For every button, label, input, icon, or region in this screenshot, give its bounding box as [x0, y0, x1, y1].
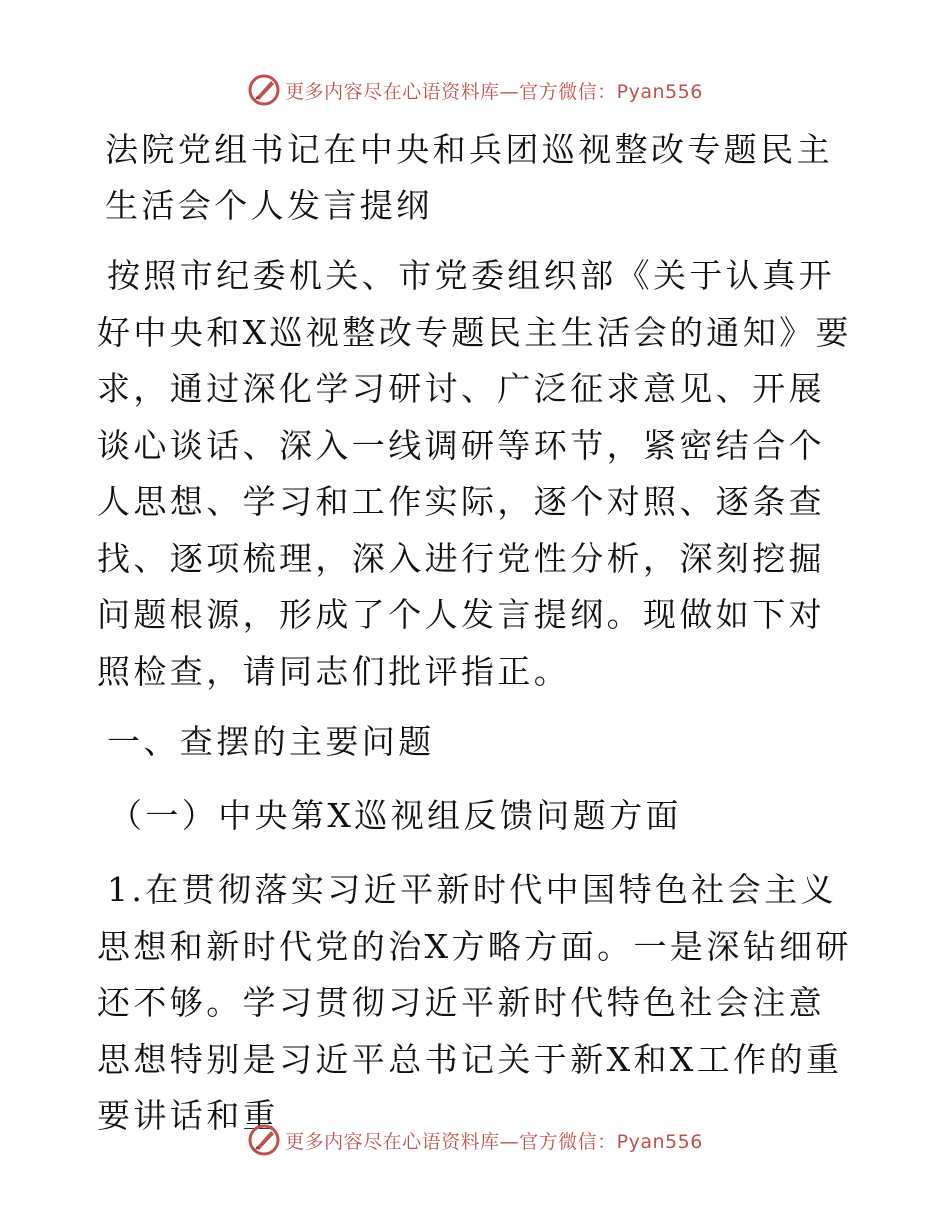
item-paragraph: 1.在贯彻落实习近平新时代中国特色社会主义思想和新时代党的治X方略方面。一是深钻细研还不够。学习贯彻习近平新时代特色社会注意思想特别是习近平总书记关于新X和X工作的重要讲话和重: [97, 870, 852, 1135]
quill-pen-circle-icon: [247, 1123, 281, 1157]
watermark-text: 更多内容尽在心语资料库—官方微信：Pyan556: [285, 80, 703, 103]
footer-watermark: [0, 1120, 950, 1160]
header-watermark: [0, 70, 950, 110]
intro-paragraph: 按照市纪委机关、市党委组织部《关于认真开好中央和X巡视整改专题民主生活会的通知》要求，通过深化学习研讨、广泛征求意见、开展谈心谈话、深入一线调研等环节，紧密结合个人思想、学习和工作实际，逐个对照、逐条查找、逐项梳理，深入进行党性分析，深刻挖掘问题根源，形成了个人发言提纲。现做如下对照检查，请同志们批评指正。: [97, 256, 852, 691]
subsection-heading: （一）中央第X巡视组反馈问题方面: [109, 796, 682, 835]
quill-pen-circle-icon: [247, 73, 281, 107]
watermark-text: 更多内容尽在心语资料库—官方微信：Pyan556: [285, 1130, 703, 1153]
document-body: [97, 122, 857, 1159]
document-title: 法院党组书记在中央和兵团巡视整改专题民主生活会个人发言提纲: [105, 130, 833, 225]
section-heading: 一、查摆的主要问题: [107, 722, 435, 761]
